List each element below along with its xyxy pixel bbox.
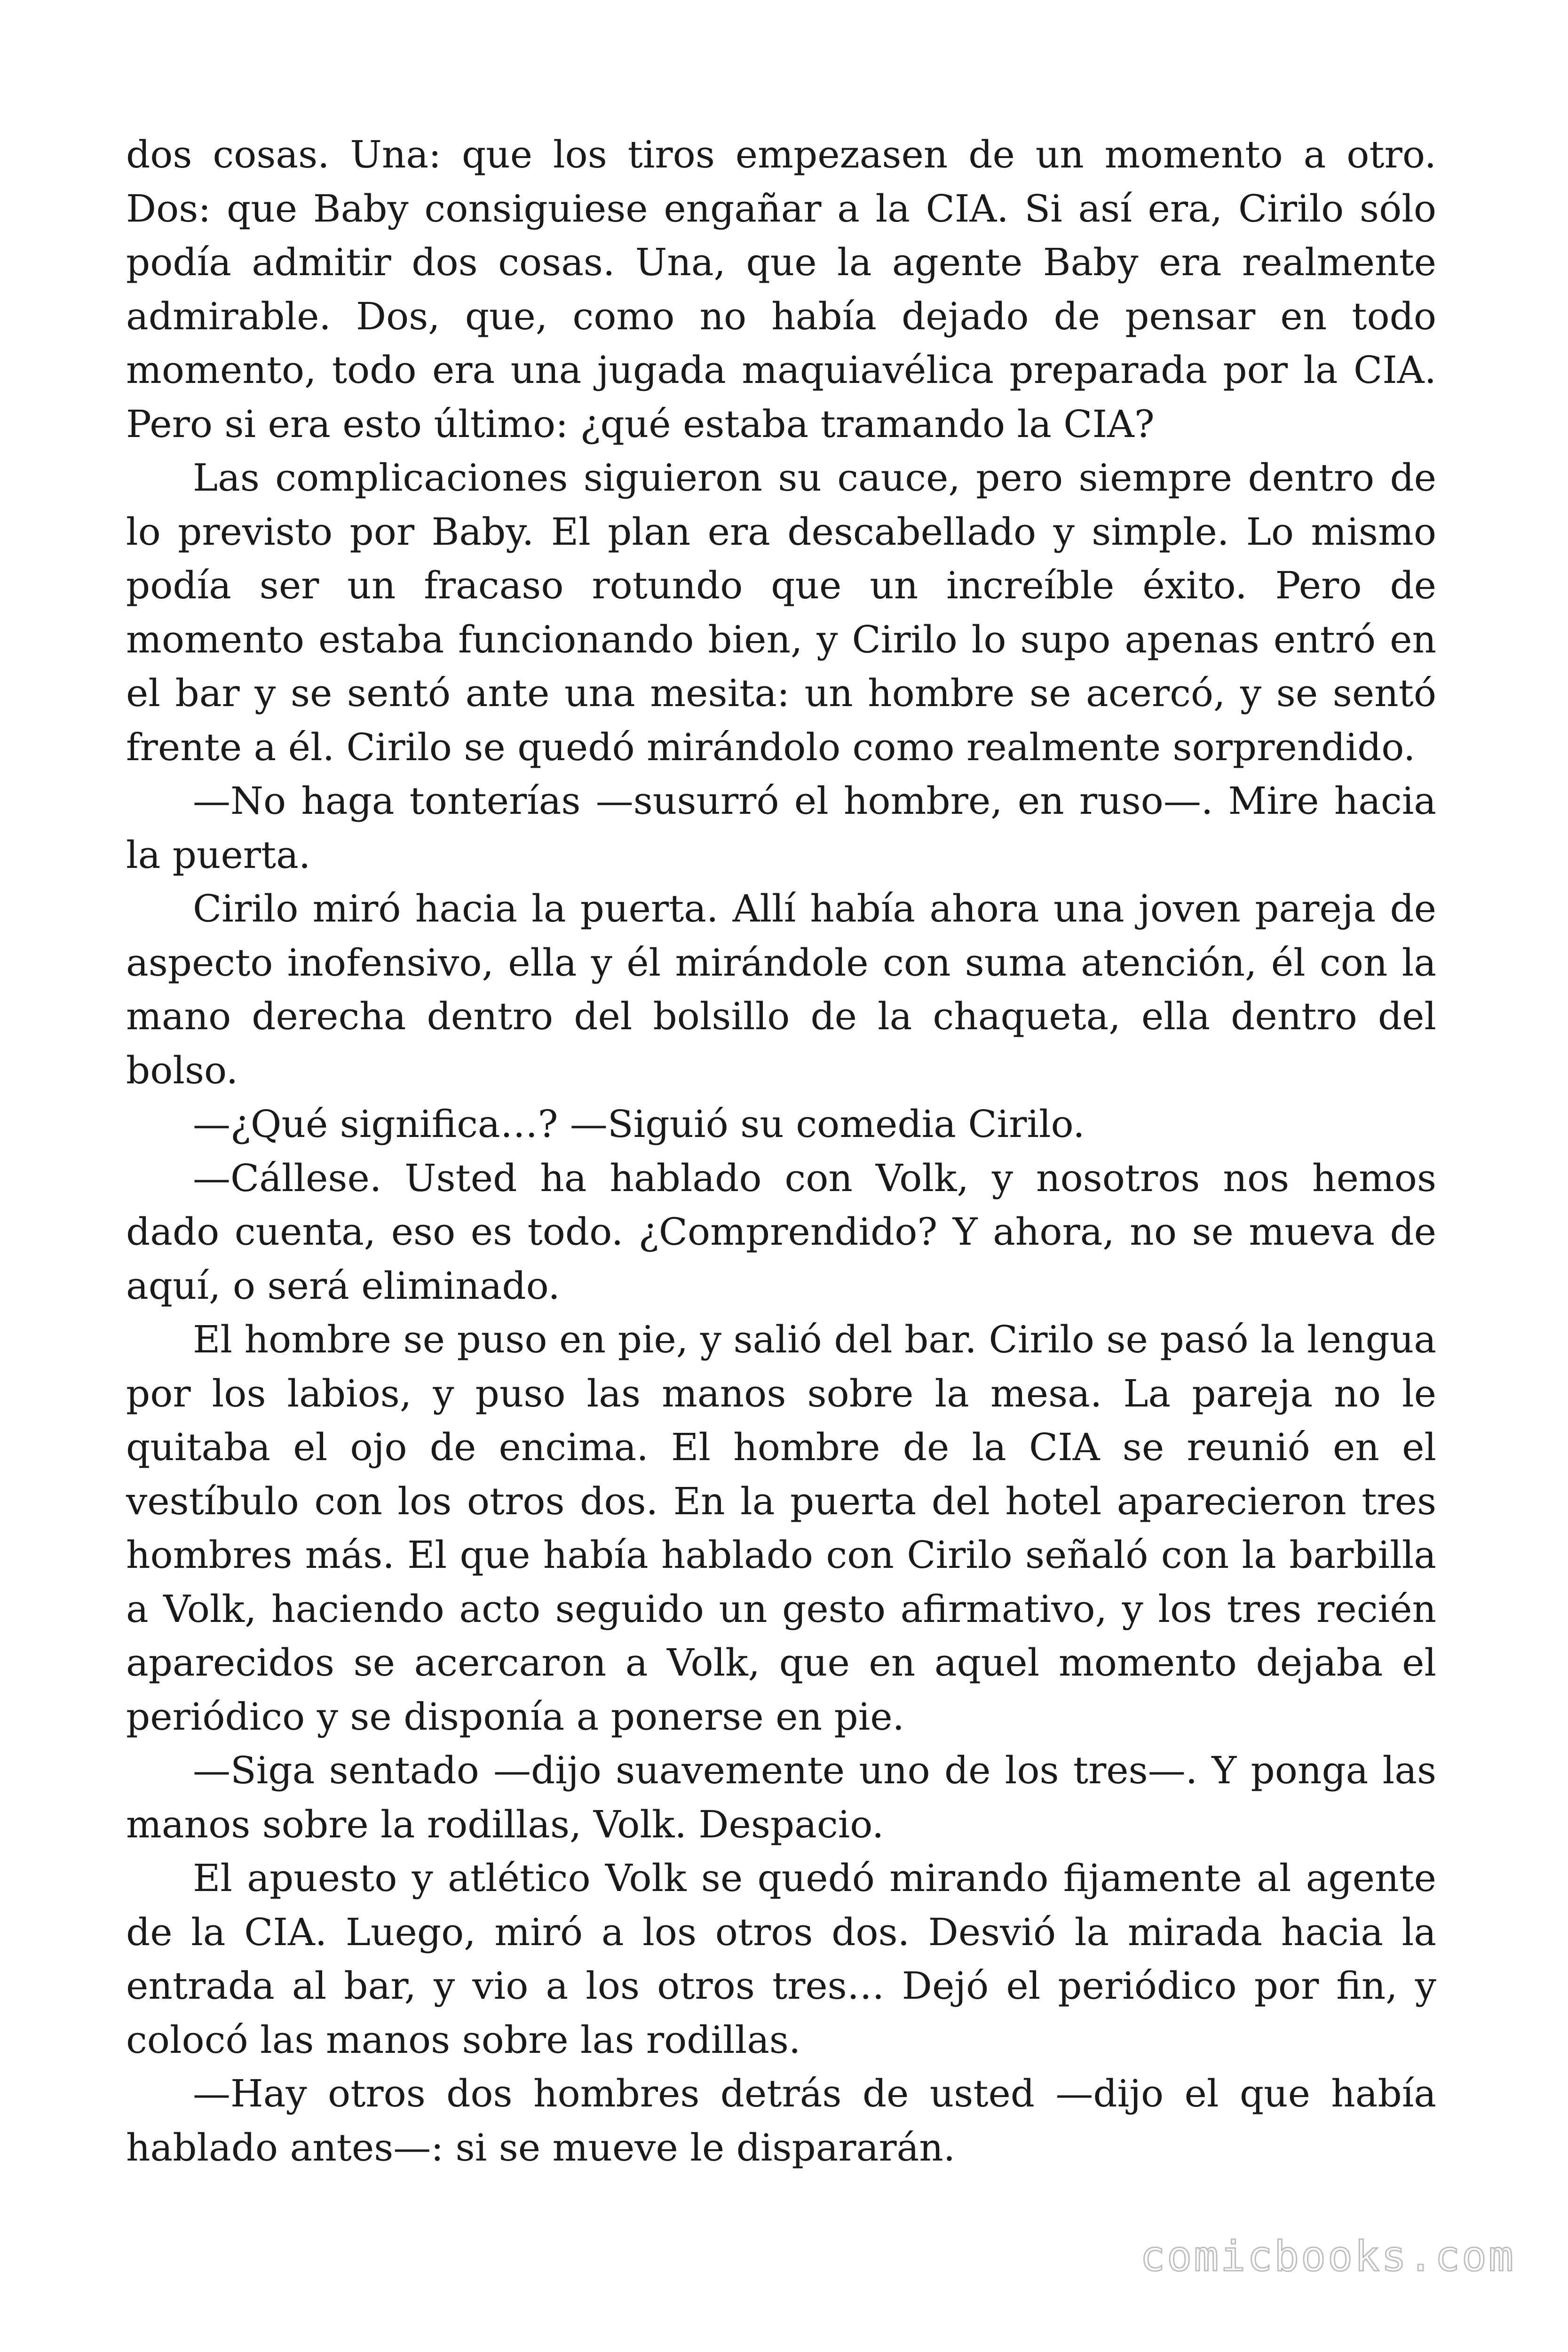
dialogue-paragraph: —Cállese. Usted ha hablado con Volk, y nosotros nos hemos dado cuenta, eso es todo. ¿Comprendido? Y ahora, no se mueva de aquí, o será eliminado. bbox=[126, 1156, 1436, 1308]
dialogue-paragraph: —No haga tonterías —susurró el hombre, en ruso—. Mire hacia la puerta. bbox=[126, 779, 1436, 877]
paragraph: Cirilo miró hacia la puerta. Allí había ahora una joven pareja de aspecto inofensivo, ella y él mirándole con suma atención, él con la mano derecha dentro del bolsillo de la chaqueta, ella dentro del bolso. bbox=[126, 887, 1436, 1092]
paragraph-continuation: dos cosas. Una: que los tiros empezasen de un momento a otro. Dos: que Baby consiguiese engañar a la CIA. Si así era, Cirilo sólo podía admitir dos cosas. Una, que la agente Baby era realmente admirable. Dos, que, como no había dejado de pensar en todo momento, todo era una jugada maquiavélica preparada por la CIA. Pero si era esto último: ¿qué estaba tramando la CIA? bbox=[126, 133, 1436, 446]
dialogue-paragraph: —Siga sentado —dijo suavemente uno de los tres—. Y ponga las manos sobre la rodillas, Volk. Despacio. bbox=[126, 1748, 1436, 1846]
dialogue-paragraph: —Hay otros dos hombres detrás de usted —dijo el que había hablado antes—: si se mueve le dispararán. bbox=[126, 2072, 1436, 2169]
paragraph: El apuesto y atlético Volk se quedó mirando fijamente al agente de la CIA. Luego, miró a los otros dos. Desvió la mirada hacia la entrada al bar, y vio a los otros tres… Dejó el periódico por fin, y colocó las manos sobre las rodillas. bbox=[126, 1856, 1436, 2062]
watermark: comicbooks.com bbox=[1140, 2232, 1515, 2280]
page-text bbox=[126, 128, 1436, 2175]
paragraph: El hombre se puso en pie, y salió del bar. Cirilo se pasó la lengua por los labios, y puso las manos sobre la mesa. La pareja no le quitaba el ojo de encima. El hombre de la CIA se reunió en el vestíbulo con los otros dos. En la puerta del hotel aparecieron tres hombres más. El que había hablado con Cirilo señaló con la barbilla a Volk, haciendo acto seguido un gesto afirmativo, y los tres recién aparecidos se acercaron a Volk, que en aquel momento dejaba el periódico y se disponía a ponerse en pie. bbox=[126, 1318, 1436, 1739]
paragraph: Las complicaciones siguieron su cauce, pero siempre dentro de lo previsto por Baby. El plan era descabellado y simple. Lo mismo podía ser un fracaso rotundo que un increíble éxito. Pero de momento estaba funcionando bien, y Cirilo lo supo apenas entró en el bar y se sentó ante una mesita: un hombre se acercó, y se sentó frente a él. Cirilo se quedó mirándolo como realmente sorprendido. bbox=[126, 456, 1436, 769]
dialogue-paragraph: —¿Qué significa…? —Siguió su comedia Cirilo. bbox=[193, 1102, 1085, 1146]
